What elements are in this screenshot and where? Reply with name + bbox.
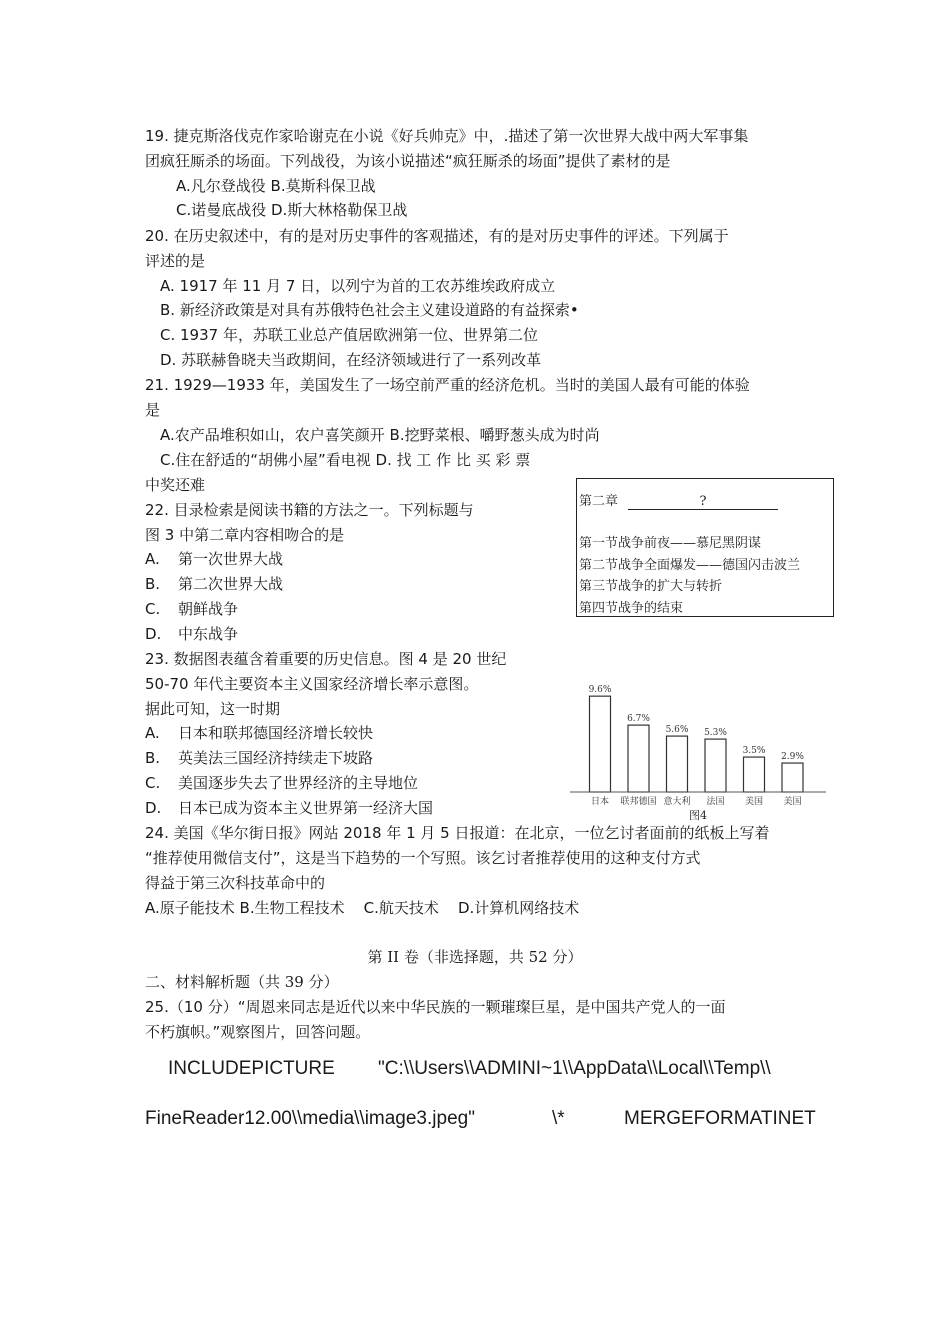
option-text: 日本已成为资本主义世界第一经济大国 (178, 799, 434, 817)
part2-title: 第 II 卷（非选择题，共 52 分） (367, 948, 583, 966)
q21-stem-line2: 是 (145, 401, 161, 419)
q21-options-cd: C.住在舒适的“胡佛小屋”看电视 D. 找 工 作 比 买 彩 票 (160, 451, 531, 469)
field-code-includepicture: INCLUDEPICTURE (168, 1058, 335, 1079)
q22-option-c (145, 599, 238, 619)
q21-stem-line1: 21. 1929—1933 年，美国发生了一场空前严重的经济危机。当时的美国人最有可能的体验 (145, 376, 750, 394)
q23-option-d (145, 798, 433, 818)
chart-bar (744, 757, 765, 792)
q24-options: A.原子能技术 B.生物工程技术 C.航天技术 D.计算机网络技术 (145, 899, 580, 917)
q19-stem-line1: 19. 捷克斯洛伐克作家哈谢克在小说《好兵帅克》中，.描述了第一次世界大战中两大军事集 (145, 127, 749, 145)
option-text: 第一次世界大战 (178, 550, 284, 568)
option-text: 第二次世界大战 (178, 575, 284, 593)
q20-stem-line1: 20. 在历史叙述中，有的是对历史事件的客观描述，有的是对历史事件的评述。下列属于 (145, 227, 729, 245)
q19-stem-line2: 团疯狂厮杀的场面。下列战役，为该小说描述“疯狂厮杀的场面”提供了素材的是 (145, 152, 671, 170)
q25-stem-line1: 25.（10 分）“周恩来同志是近代以来中华民族的一颗璀璨巨星，是中国共产党人的一面 (145, 998, 726, 1016)
chart-category-label: 日本 (590, 797, 610, 807)
chart-category-label: 法国 (706, 797, 725, 807)
option-text: 美国逐步失去了世界经济的主导地位 (178, 774, 419, 792)
q19-options-ab: A.凡尔登战役 B.莫斯科保卫战 (176, 177, 376, 195)
q19-options-cd: C.诺曼底战役 D.斯大林格勒保卫战 (176, 201, 408, 219)
option-text: 英美法三国经济持续走下坡路 (178, 749, 374, 767)
q23-stem-line2: 50-70 年代主要资本主义国家经济增长率示意图。 (145, 675, 479, 693)
chart-bar (782, 763, 803, 792)
chart-category-label: 美国 (744, 797, 764, 807)
option-label: A. (145, 724, 160, 742)
chart-value-label: 6.7% (627, 714, 650, 725)
option-text: 中东战争 (178, 625, 239, 643)
option-label: B. (145, 575, 161, 593)
chart-bar (705, 739, 726, 792)
q24-stem-line2: “推荐使用微信支付”，这是当下趋势的一个写照。该乞讨者推荐使用的这种支付方式 (145, 849, 701, 867)
chart-value-label: 9.6% (588, 685, 612, 696)
toc-section-4: 第四节战争的结束 (579, 601, 684, 616)
option-text: 日本和联邦德国经济增长较快 (178, 724, 374, 742)
q21-options-ab: A.农产品堆积如山，农户喜笑颜开 B.挖野菜根、嚼野葱头成为时尚 (160, 426, 600, 444)
toc-chapter-title: 第二章 (579, 494, 619, 509)
option-label: B. (145, 749, 161, 767)
chart-category-label: 联邦德国 (620, 797, 657, 807)
q25-stem-line2: 不朽旗帜。”观察图片，回答问题。 (145, 1023, 371, 1041)
q23-option-b (145, 748, 373, 768)
chart-value-label: 2.9% (781, 752, 804, 763)
chart-category-label: 美国 (783, 797, 802, 807)
option-label: A. (145, 550, 160, 568)
q20-option-d: D. 苏联赫鲁晓夫当政期间，在经济领域进行了一系列改革 (160, 351, 542, 369)
chart-value-label: 3.5% (742, 746, 766, 757)
toc-chapter-row (579, 490, 778, 510)
chart-bar (667, 736, 688, 792)
chart-bar (628, 725, 649, 792)
field-code-path-part1: "C:\\Users\\ADMINI~1\\AppData\\Local\\Temp\\ (378, 1058, 771, 1079)
toc-chapter-blank: ? (628, 494, 778, 510)
q20-option-b: B. 新经济政策是对具有苏俄特色社会主义建设道路的有益探索• (160, 301, 579, 319)
option-text: 朝鲜战争 (178, 600, 239, 618)
q22-option-b (145, 574, 283, 594)
chart-category-label: 意大利 (663, 797, 691, 807)
q22-option-a (145, 549, 283, 569)
option-label: C. (145, 600, 161, 618)
field-code-path-part2: FineReader12.00\\media\\image3.jpeg" (145, 1108, 475, 1129)
toc-section-2: 第二节战争全面爆发——德国闪击波兰 (579, 558, 801, 573)
q20-stem-line2: 评述的是 (145, 252, 206, 270)
figure3-toc-box (576, 478, 834, 617)
q24-stem-line1: 24. 美国《华尔街日报》网站 2018 年 1 月 5 日报道：在北京，一位乞讨者面前的纸板上写着 (145, 824, 770, 842)
q22-option-d (145, 624, 238, 644)
part2-heading: 二、材料解析题（共 39 分） (145, 973, 339, 991)
q23-option-c (145, 773, 418, 793)
chart-value-label: 5.3% (704, 728, 727, 739)
q22-stem-line2: 图 3 中第二章内容相吻合的是 (145, 526, 345, 544)
chart-value-label: 5.6% (665, 725, 689, 736)
q20-option-c: C. 1937 年，苏联工业总产值居欧洲第一位、世界第二位 (160, 326, 538, 344)
q23-stem-line3: 据此可知，这一时期 (145, 700, 281, 718)
option-label: D. (145, 799, 162, 817)
figure4-bar-chart (568, 676, 828, 826)
q24-stem-line3: 得益于第三次科技革命中的 (145, 874, 326, 892)
q22-stem-line1: 22. 目录检索是阅读书籍的方法之一。下列标题与 (145, 501, 474, 519)
option-label: D. (145, 625, 162, 643)
q23-option-a (145, 723, 373, 743)
toc-section-1: 第一节战争前夜——慕尼黑阴谋 (579, 536, 762, 551)
option-label: C. (145, 774, 161, 792)
field-code-mergeformat: MERGEFORMATINET (624, 1108, 816, 1129)
field-code-switch: \* (552, 1108, 565, 1129)
q23-stem-line1: 23. 数据图表蕴含着重要的历史信息。图 4 是 20 世纪 (145, 650, 507, 668)
toc-section-3: 第三节战争的扩大与转折 (579, 579, 723, 594)
q20-option-a: A. 1917 年 11 月 7 日，以列宁为首的工农苏维埃政府成立 (160, 277, 556, 295)
chart-title: 图4 (689, 809, 707, 822)
chart-bar (590, 696, 611, 792)
q21-options-cd-cont: 中奖还难 (145, 476, 206, 494)
